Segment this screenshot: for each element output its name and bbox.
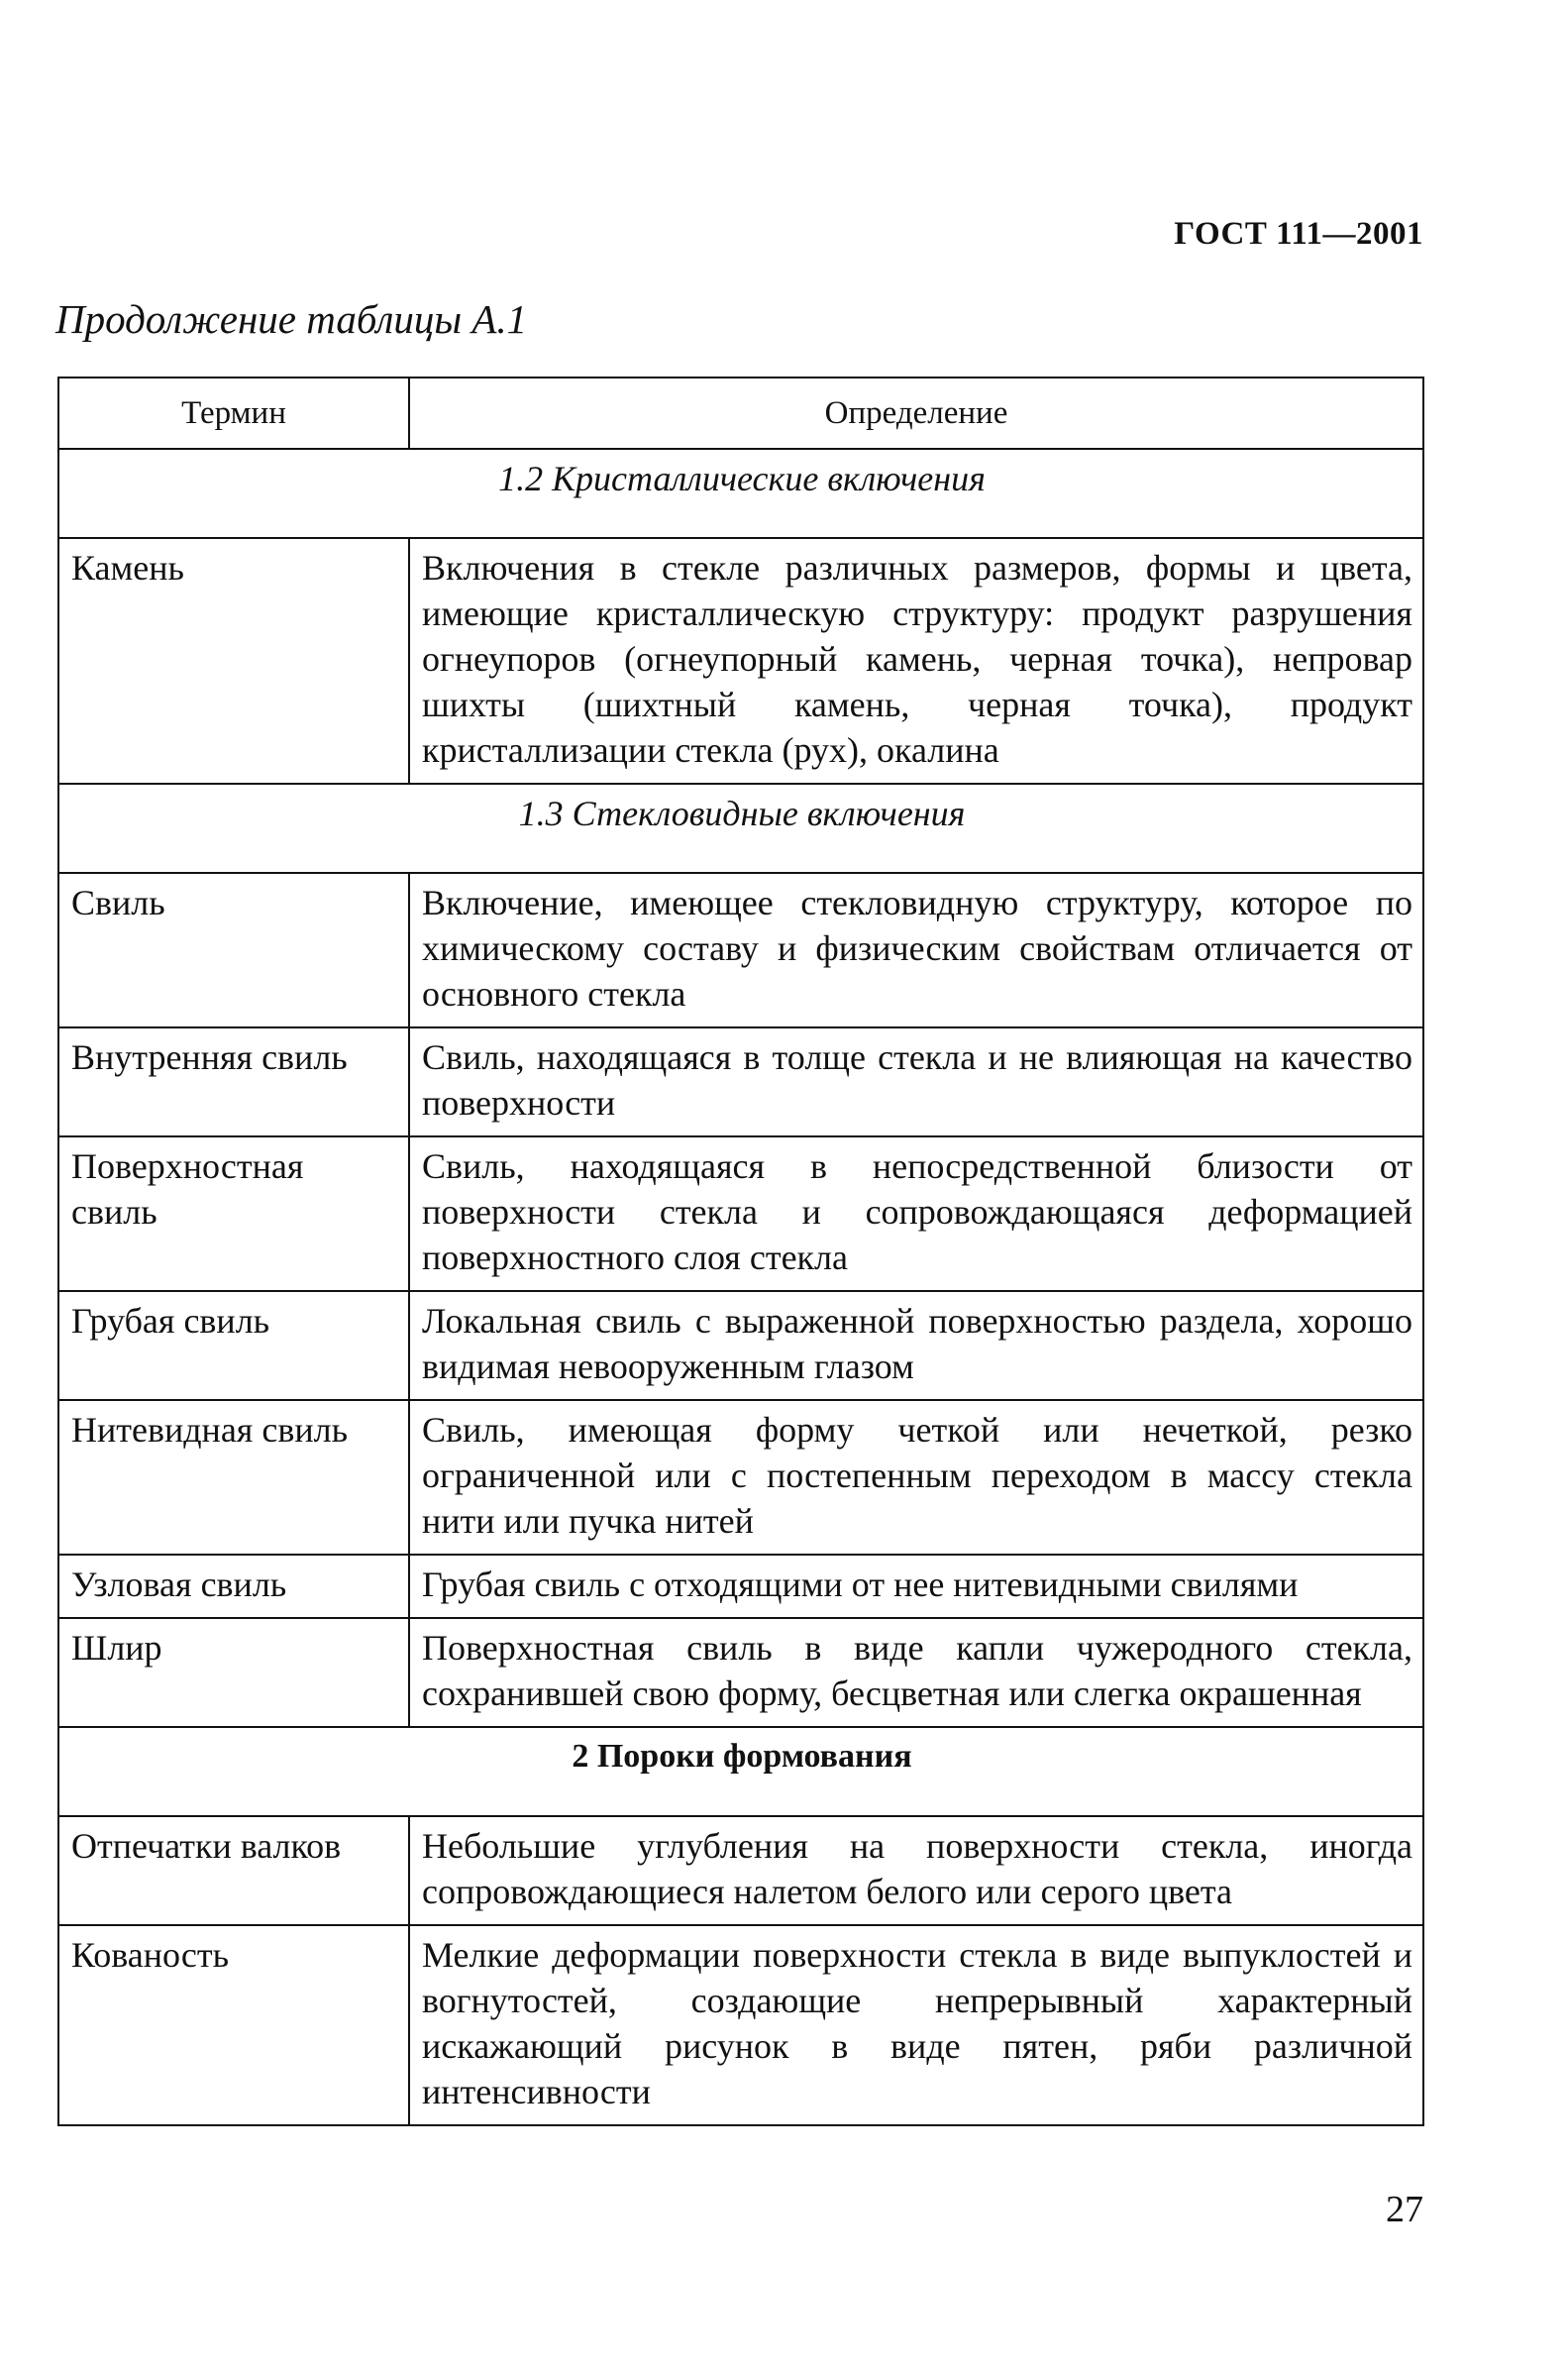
table-row bbox=[58, 1136, 1423, 1291]
definition-cell: Грубая свиль с отходящими от нее нитевидными свилями bbox=[409, 1555, 1423, 1618]
table-header-row bbox=[58, 378, 1423, 449]
definition-cell: Поверхностная свиль в виде капли чужеродного стекла, сохранившей свою форму, бесцветная или слегка окрашенная bbox=[409, 1618, 1423, 1727]
term-cell: Отпечатки валков bbox=[58, 1816, 409, 1925]
column-header-definition: Определение bbox=[409, 378, 1423, 449]
section-title: 1.2 Кристаллические включения bbox=[58, 449, 1423, 538]
table-row bbox=[58, 1816, 1423, 1925]
table-row bbox=[58, 1291, 1423, 1400]
section-row bbox=[58, 784, 1423, 873]
term-cell: Поверхностная свиль bbox=[58, 1136, 409, 1291]
standard-code: ГОСТ 111—2001 bbox=[1174, 216, 1423, 252]
term-cell: Внутренняя свиль bbox=[58, 1027, 409, 1136]
table-row bbox=[58, 1618, 1423, 1727]
section-title: 1.3 Стекловидные включения bbox=[58, 784, 1423, 873]
term-cell: Шлир bbox=[58, 1618, 409, 1727]
term-cell: Узловая свиль bbox=[58, 1555, 409, 1618]
term-cell: Кованость bbox=[58, 1925, 409, 2125]
section-title: 2 Пороки формования bbox=[58, 1727, 1423, 1816]
table-row bbox=[58, 873, 1423, 1027]
term-cell: Свиль bbox=[58, 873, 409, 1027]
definition-cell: Включение, имеющее стекловидную структуру, которое по химическому составу и физическим свойствам отличается от основного стекла bbox=[409, 873, 1423, 1027]
definition-cell: Свиль, находящаяся в непосредственной близости от поверхности стекла и сопровождающаяся деформацией поверхностного слоя стекла bbox=[409, 1136, 1423, 1291]
table-row bbox=[58, 1027, 1423, 1136]
definition-cell: Свиль, находящаяся в толще стекла и не влияющая на качество поверхности bbox=[409, 1027, 1423, 1136]
table-continuation-caption: Продолжение таблицы А.1 bbox=[55, 296, 528, 342]
column-header-term: Термин bbox=[58, 378, 409, 449]
section-row bbox=[58, 1727, 1423, 1816]
page-number: 27 bbox=[1386, 2189, 1423, 2230]
definition-cell: Мелкие деформации поверхности стекла в виде выпуклостей и вогнутостей, создающие непрерывный характерный искажающий рисунок в виде пятен, ряби различной интенсивности bbox=[409, 1925, 1423, 2125]
definition-cell: Небольшие углубления на поверхности стекла, иногда сопровождающиеся налетом белого или серого цвета bbox=[409, 1816, 1423, 1925]
term-cell: Грубая свиль bbox=[58, 1291, 409, 1400]
definition-cell: Локальная свиль с выраженной поверхностью раздела, хорошо видимая невооруженным глазом bbox=[409, 1291, 1423, 1400]
terms-table bbox=[57, 377, 1424, 2126]
term-cell: Камень bbox=[58, 538, 409, 784]
term-cell: Нитевидная свиль bbox=[58, 1400, 409, 1555]
table-row bbox=[58, 1925, 1423, 2125]
table-row bbox=[58, 1555, 1423, 1618]
table-row bbox=[58, 538, 1423, 784]
table-row bbox=[58, 1400, 1423, 1555]
definition-cell: Включения в стекле различных размеров, формы и цвета, имеющие кристаллическую структуру: продукт разрушения огнеупоров (огнеупорный камень, черная точка), непровар шихты (шихтный камень, черная точка), продукт кристаллизации стекла (рух), окалина bbox=[409, 538, 1423, 784]
definition-cell: Свиль, имеющая форму четкой или нечеткой, резко ограниченной или с постепенным переходом в массу стекла нити или пучка нитей bbox=[409, 1400, 1423, 1555]
section-row bbox=[58, 449, 1423, 538]
